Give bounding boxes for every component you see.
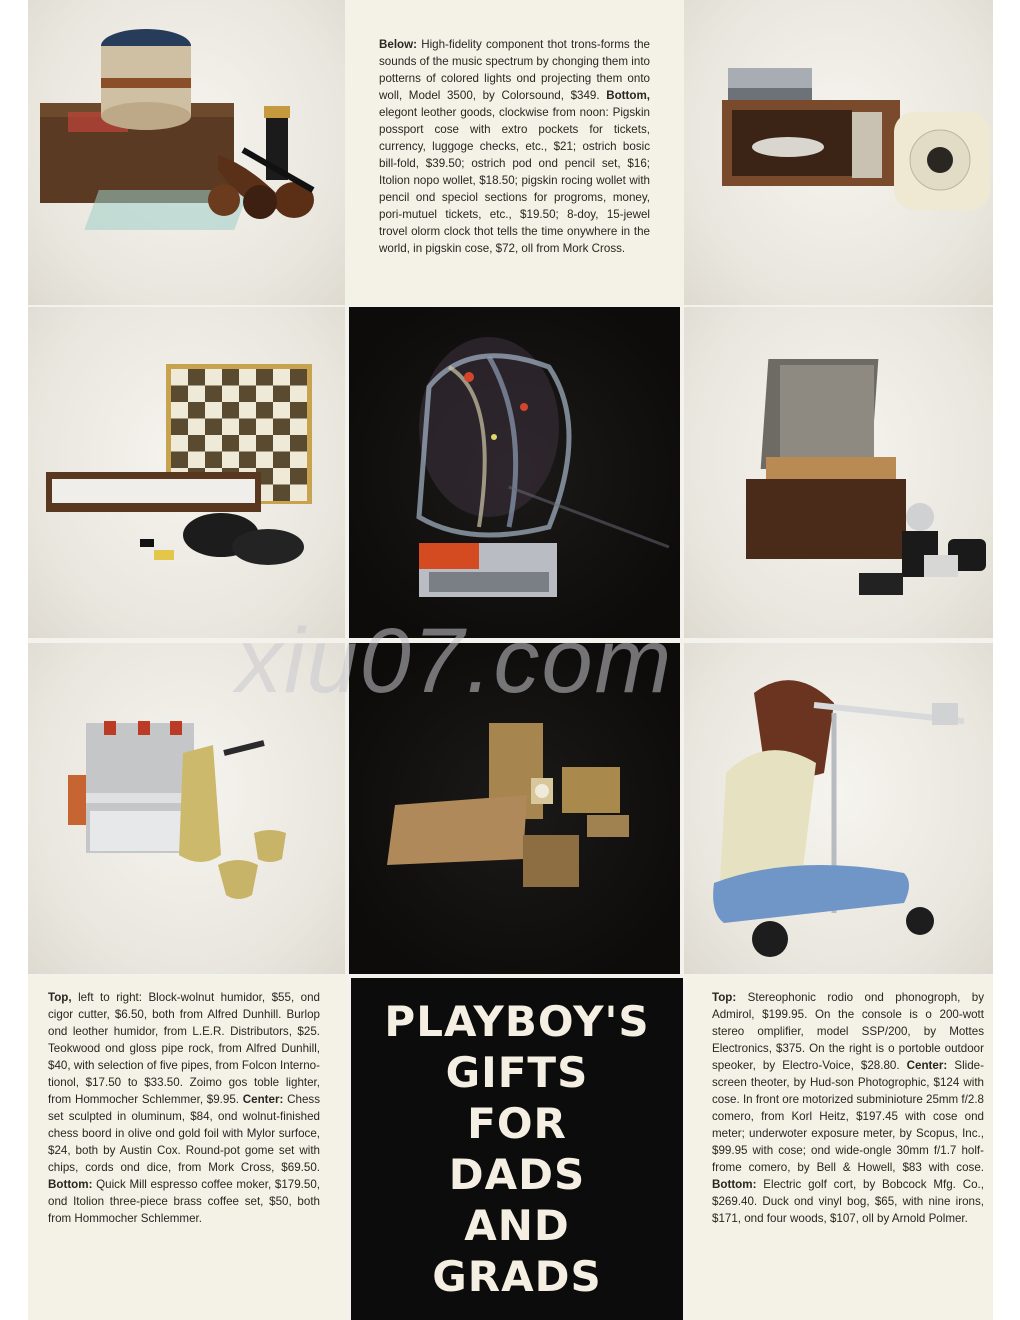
caption-bottom-left: [48, 989, 320, 1227]
chessboard-square: [188, 419, 205, 436]
chessboard-square: [171, 386, 188, 403]
chessboard-square: [273, 402, 290, 419]
chessboard-square: [273, 485, 290, 502]
chessboard-square: [205, 435, 222, 452]
title-line: GRADS: [432, 1252, 602, 1301]
chessboard-square: [222, 386, 239, 403]
chessboard-square: [222, 369, 239, 386]
title-line: DADS: [448, 1150, 586, 1199]
chessboard-square: [273, 369, 290, 386]
title-line: PLAYBOY'S: [384, 997, 650, 1046]
chessboard-square: [256, 419, 273, 436]
chessboard-square: [171, 435, 188, 452]
photo-colorsound-light-projector: [349, 307, 680, 638]
caption-text: left to right: Block-wolnut humidor, $55, ond cigor cutter, $6.50, both from Alfred Dunhill. Burlop ond leother humidor, from L.E.R. Distributors, $25. Teokwood ond gloss pipe rock, from Alfred Dunhill, $40, with selection of five pipes, from Folcon Interno-tionol, $17.50 to $33.50. Zoimo gos toble lighter, from Hommocher Schlemmer, $9.95.: [48, 991, 320, 1106]
caption-text: Slide-screen theoter, by Hud-son Photogrophic, $124 with cose. In front ore motorized subminioture 25mm f/2.8 comero, from Korl Heitz, $197.45 with cose ond meter; underwoter exposure meter, by Scopus, Inc., $99.95 with cose; ond wide-ongle 30mm f/1.7 holf-frome comero, by Bell & Howell, $83 with cose.: [712, 1059, 984, 1174]
chessboard-square: [205, 419, 222, 436]
chessboard-square: [239, 452, 256, 469]
chessboard-square: [205, 369, 222, 386]
chessboard-square: [188, 435, 205, 452]
chessboard-square: [222, 452, 239, 469]
chessboard-square: [188, 369, 205, 386]
magazine-page: [28, 0, 993, 1320]
chessboard-square: [222, 435, 239, 452]
caption-panel-bottom-left: [28, 976, 347, 1320]
chessboard-square: [290, 435, 307, 452]
chessboard-square: [256, 386, 273, 403]
photo-golf-cart: [684, 643, 993, 974]
page-title: [384, 996, 649, 1302]
chessboard-square: [273, 419, 290, 436]
caption-text: Electric golf cort, by Bobcock Mfg. Co., $269.40. Duck ond vinyl bog, $65, with nine irons, $171, ond four woods, $107, oll by Arnold Polmer.: [712, 1178, 984, 1225]
caption-heading: Bottom:: [712, 1178, 757, 1191]
caption-heading: Top,: [48, 991, 72, 1004]
chessboard-square: [256, 369, 273, 386]
chessboard-square: [290, 369, 307, 386]
chessboard-square: [290, 452, 307, 469]
chessboard-square: [290, 386, 307, 403]
caption-text: High-fidelity component thot trons-forms the sounds of the music spectrum by chonging them into potterns of colored lights ond projecting them onto woll, Model 3500, by Colorsound, $349.: [379, 38, 650, 102]
chessboard-square: [188, 402, 205, 419]
chessboard-square: [256, 435, 273, 452]
chessboard-square: [171, 369, 188, 386]
caption-heading: Top:: [712, 991, 737, 1004]
chessboard-square: [290, 468, 307, 485]
caption-text: Chess set sculpted in oluminum, $84, ond wolnut-finished chess boord in olive ond gold foil with Mylor surfoce, $24, both by Austin Cox. Round-pot gome set with chips, cords ond dice, from Mork Cross, $69.50.: [48, 1093, 320, 1174]
caption-heading: Center:: [242, 1093, 284, 1106]
chessboard-square: [171, 419, 188, 436]
chessboard-square: [256, 402, 273, 419]
chessboard-square: [239, 369, 256, 386]
chessboard-square: [205, 402, 222, 419]
chessboard-square: [290, 419, 307, 436]
caption-panel-top-center: [345, 0, 684, 305]
caption-text: Quick Mill espresso coffee moker, $179.50, ond Itolion three-piece brass coffee set, $50, both from Hommocher Schlemmer.: [48, 1178, 320, 1225]
caption-panel-bottom-right: [687, 976, 993, 1320]
title-line: AND: [464, 1201, 570, 1250]
caption-heading: Bottom,: [606, 89, 650, 102]
caption-heading: Below:: [379, 38, 418, 51]
caption-top-center: [379, 36, 650, 257]
caption-text: Stereophonic rodio ond phonogroph, by Admirol, $199.95. On the console is o 200-wott stereo omplifier, model SSP/200, by Mottes Electronics, $375. On the right is o portoble outdoor speoker, by Electro-Voice, $28.80.: [712, 991, 984, 1072]
chessboard-square: [273, 386, 290, 403]
photo-chess-set: [28, 307, 345, 638]
chessboard-square: [273, 468, 290, 485]
chessboard-square: [222, 402, 239, 419]
chessboard-square: [188, 386, 205, 403]
caption-bottom-right: [712, 989, 984, 1227]
chessboard-square: [239, 435, 256, 452]
chessboard-square: [171, 452, 188, 469]
caption-heading: Bottom:: [48, 1178, 93, 1191]
title-panel: [351, 978, 683, 1320]
photo-stereo-console: [684, 0, 993, 305]
photo-leather-goods: [349, 643, 680, 974]
title-line: FOR: [467, 1099, 567, 1148]
chessboard-square: [290, 485, 307, 502]
chessboard-square: [205, 452, 222, 469]
chessboard-square: [273, 452, 290, 469]
chessboard-square: [239, 386, 256, 403]
chessboard-square: [239, 402, 256, 419]
chessboard-square: [222, 419, 239, 436]
photo-slide-screen-cameras: [684, 307, 993, 638]
title-line: GIFTS: [445, 1048, 589, 1097]
caption-text: elegont leother goods, clockwise from noon: Pigskin possport cose with extro pockets for tickets, currency, luggoge checks, etc., $21; ostrich bosic bill-fold, $39.50; ostrich pod ond pencil set, $16; Itolion nopo wollet, $18.50; pigskin rocing wollet with pencil ond speciol sections for progroms, money, pori-mutuel tickets, etc., $19.50; 8-doy, 15-jewel trovel olorm clock thot tells the time onywhere in the world, in pigskin cose, $72, oll from Mork Cross.: [379, 106, 650, 255]
chessboard-square: [256, 452, 273, 469]
photo-humidors-pipes: [28, 0, 345, 305]
photo-espresso-coffee-set: [28, 643, 345, 974]
chessboard-square: [290, 402, 307, 419]
chessboard-square: [273, 435, 290, 452]
chessboard-square: [188, 452, 205, 469]
caption-heading: Center:: [906, 1059, 948, 1072]
chessboard-square: [205, 386, 222, 403]
watermark-text: xiu07.com: [236, 610, 674, 712]
chessboard-square: [171, 402, 188, 419]
chessboard-square: [239, 419, 256, 436]
